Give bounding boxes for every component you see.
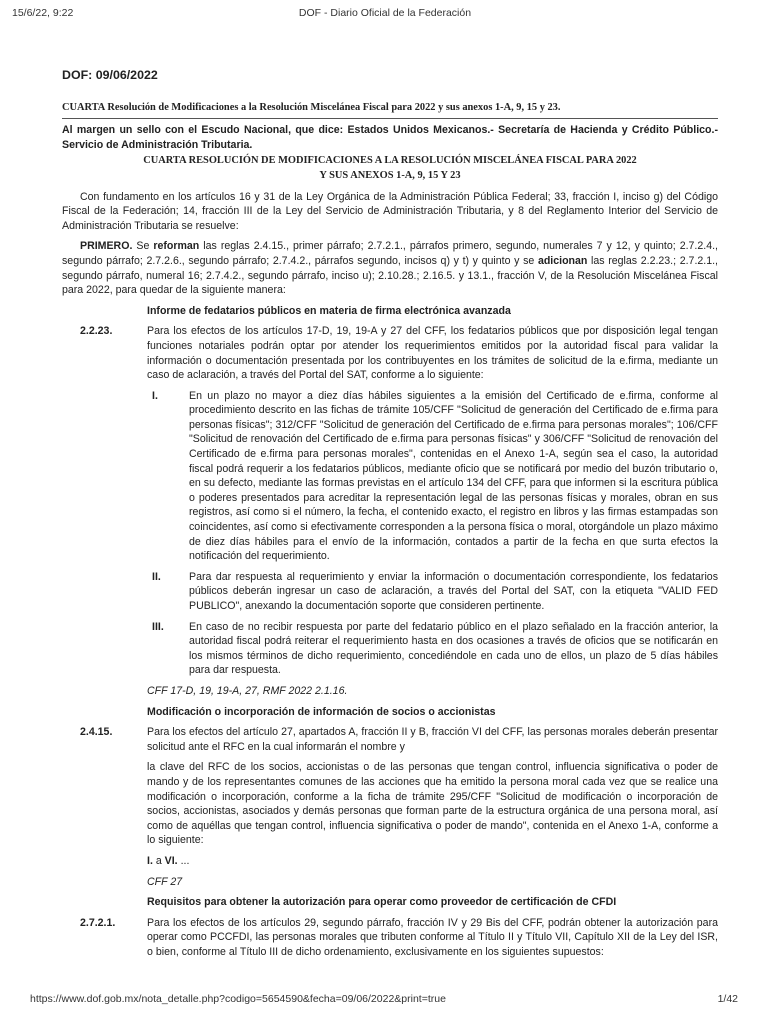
document-body [62,68,718,959]
rule-2-2-23 [62,324,718,382]
fraccion-number: I. [152,389,158,402]
primero-text-1: Se [132,240,154,253]
document-heading: CUARTA Resolución de Modificaciones a la Resolución Miscelánea Fiscal para 2022 y sus anexos 1-A, 9, 15 y 23. [62,101,561,113]
rule-number: 2.4.15. [80,726,113,739]
reference-1: CFF 17-D, 19, 19-A, 27, RMF 2022 2.1.16. [147,684,348,697]
section-3-title: Requisitos para obtener la autorización para operar como proveedor de certificación de CFDI [147,896,617,909]
primero-adicionan: adicionan [537,254,588,267]
rule-2-7-2-1 [62,916,718,960]
primero-paragraph [62,239,718,297]
fraccion-text: Para dar respuesta al requerimiento y enviar la información o documentación correspondiente, los fedatarios públicos deberán ingresar un caso de aclaración, a través del Portal del SAT, con la etiqueta "VALID FED PUBLICO", anexando la documentación soporte que consideren pertinente. [189,570,718,612]
resolution-title-line-1: CUARTA RESOLUCIÓN DE MODIFICACIONES A LA RESOLUCIÓN MISCELÁNEA FISCAL PARA 2022 [143,155,637,167]
rule-2-4-15-continuation: la clave del RFC de los socios, accionistas o de las personas que tengan control, influencia significativa o poder de mando y de los representantes comunes de las acciones que ha emitido la persona moral cada vez que se realice una modificación o incorporación, conforme a la ficha de trámite 295/CFF "Solicitud de modificación o incorporación de socios, accionistas, asociados y demás personas que forman parte de la estructura orgánica de una persona moral, así como de aquéllas que tengan control, influencia significativa o poder de mando", contenida en el Anexo 1-A, conforme a lo siguiente: [147,761,718,847]
fraccion-II [152,570,718,614]
fraccion-I [152,389,718,564]
range-start: I. [147,854,153,867]
rule-number: 2.2.23. [80,325,113,338]
range-end: VI. [164,854,178,867]
preamble: Con fundamento en los artículos 16 y 31 de la Ley Orgánica de la Administración Pública Federal; 33, fracción I, inciso g) del Código Fiscal de la Federación; 14, fracción III de la Ley del Servicio de Administración Tributaria, y 8 del Reglamento Interior del Servicio de Administración Tributaria se resuelve: [62,190,718,232]
fraccion-number: II. [152,570,161,583]
range-ellipsis: ... [177,854,190,867]
rule-text: Para los efectos de los artículos 17-D, 19, 19-A y 27 del CFF, los fedatarios públicos que por disposición legal tengan funciones notariales podrán optar por atender los requerimientos emitidos por la autoridad fiscal para validar la información o documentación presentada por los contribuyentes en los trámites de solicitud de la e.firma, mediante un caso de aclaración, a través del Portal del SAT, conforme a lo siguiente: [147,325,718,382]
print-datetime: 15/6/22, 9:22 [12,7,74,19]
range-separator: a [152,854,165,867]
primero-text-3: las reglas 2.2.23.; 2.7.2.1., segundo párrafo, numeral 16; 2.7.4.2., segundo párrafo, inciso u); 2.10.28.; 2.16.5. y 13.1., fracción V, de la Resolución Miscelánea Fiscal para 2022, para quedar de la siguiente manera: [62,254,719,297]
print-page-number: 1/42 [717,993,738,1005]
heading-divider [62,118,718,119]
seal-text: Al margen un sello con el Escudo Nacional, que dice: Estados Unidos Mexicanos.- Secretaría de Hacienda y Crédito Público.- Servicio de Administración Tributaria. [62,124,718,151]
rule-2-4-15 [62,725,718,754]
print-url: https://www.dof.gob.mx/nota_detalle.php?codigo=5654590&fecha=09/06/2022&print=true [30,993,446,1005]
reference-2: CFF 27 [147,875,183,888]
fraccion-III [152,620,718,678]
primero-text-2: las reglas 2.4.15., primer párrafo; 2.7.2.1., párrafos primero, segundo, numerales 7 y 12, y quinto; 2.7.2.4., segundo párrafo; 2.7.2.6., segundo párrafo; 2.7.4.2., párrafos segundo, incisos q) y t) y quinto y se [62,240,718,267]
primero-reforman: reforman [153,240,200,253]
rule-text: Para los efectos de los artículos 29, segundo párrafo, fracción IV y 29 Bis del CFF, podrán obtener la autorización para operar como PCCFDI, las personas morales que tributen conforme al Título II y Título VII, Capítulo XII de la Ley del ISR, o bien, conforme al Título III de dicho ordenamiento, exclusivamente en los siguientes supuestos: [147,916,718,958]
rule-number: 2.7.2.1. [80,916,116,929]
section-2-title: Modificación o incorporación de información de socios o accionistas [147,705,496,718]
fraccion-text: En caso de no recibir respuesta por parte del fedatario público en el plazo señalado en la fracción anterior, la autoridad fiscal podrá reiterar el requerimiento hasta en dos ocasiones a través de oficios que se notificarán en los mismos términos de dicho requerimiento, concediéndole en cada uno de ellos, un plazo de 5 días hábiles para dar respuesta. [189,620,718,677]
fraccion-text: En un plazo no mayor a diez días hábiles siguientes a la emisión del Certificado de e.firma, conforme al procedimiento descrito en las fichas de trámite 105/CFF "Solicitud de generación del Certificado de e.firma para personas físicas"; 312/CFF "Solicitud de generación del Certificado de e.firma para personas morales"; 106/CFF "Solicitud de renovación del Certificado de e.firma para personas físicas" y 306/CFF "Solicitud de renovación del Certificado de e.firma para personas morales", contenidas en el Anexo 1-A, según sea el caso, la autoridad fiscal podrá requerir a los fedatarios públicos, mediante oficio que se notificará por medio del buzón tributario o, en su defecto, mediante las formas previstas en el artículo 134 del CFF, para que informen si la escritura pública o poderes presentados para acreditar la representación legal de las personas físicas y morales, obran en sus registros, así como si el número, la fecha, el contenido exacto, el registro en libros y las firmas estampadas son coincidentes, así como si efectivamente corresponden a la persona física o moral, otorgándole un plazo máximo de diez días hábiles para el envío de la información, contados a partir de la fecha en que surta efectos la notificación del requerimiento. [189,389,718,563]
rule-2-4-15-range [147,854,718,869]
print-page-title: DOF - Diario Oficial de la Federación [298,7,472,19]
resolution-title-line-2: Y SUS ANEXOS 1-A, 9, 15 Y 23 [319,169,461,181]
section-1-title: Informe de fedatarios públicos en materia de firma electrónica avanzada [147,304,511,317]
dof-date: DOF: 09/06/2022 [62,68,158,82]
rule-text: Para los efectos del artículo 27, apartados A, fracción II y B, fracción VI del CFF, las personas morales deberán presentar solicitud ante el RFC en la cual informarán el nombre y [147,726,718,753]
fraccion-number: III. [152,620,164,633]
primero-label: PRIMERO. [80,240,133,253]
